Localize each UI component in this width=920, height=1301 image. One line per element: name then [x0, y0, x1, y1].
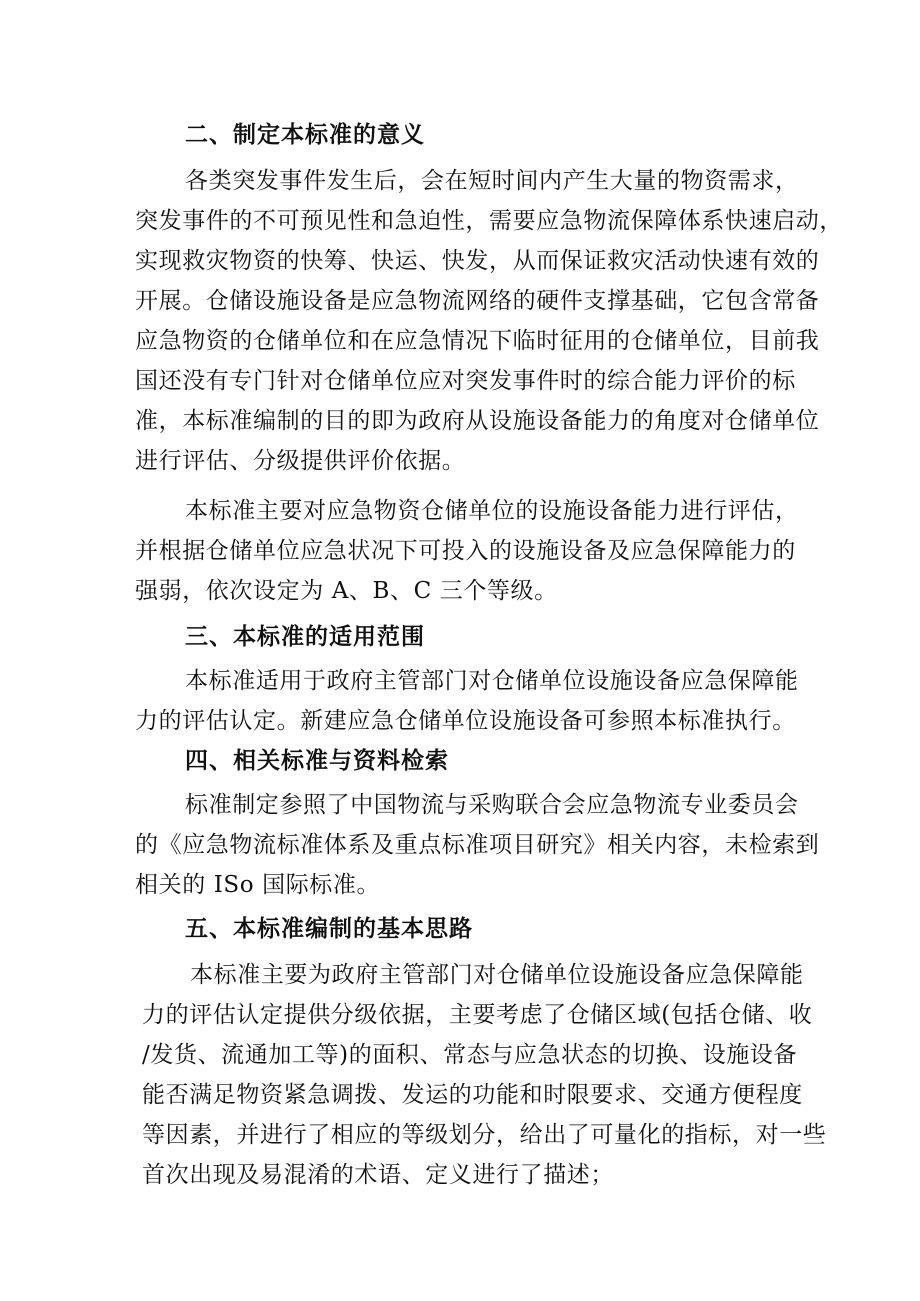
paragraph-line: /发货、流通加工等)的面积、常态与应急状态的切换、设施设备 [142, 1042, 798, 1068]
paragraph-line: 突发事件的不可预见性和急迫性，需要应急物流保障体系快速启动， [135, 208, 843, 234]
paragraph-line: 并根据仓储单位应急状况下可投入的设施设备及应急保障能力的 [135, 538, 796, 564]
paragraph-line: 力的评估认定提供分级依据，主要考虑了仓储区域(包括仓储、收 [142, 1002, 813, 1028]
paragraph-line: 准，本标准编制的目的即为政府从设施设备能力的角度对仓储单位 [135, 408, 820, 434]
paragraph-line: 强弱，依次设定为 A、B、C 三个等级。 [135, 578, 558, 604]
paragraph-line: 进行评估、分级提供评价依据。 [135, 448, 466, 474]
paragraph-line: 实现救灾物资的快筹、快运、快发，从而保证救灾活动快速有效的 [135, 248, 820, 274]
paragraph-line: 开展。仓储设施设备是应急物流网络的硬件支撑基础，它包含常备 [135, 288, 820, 314]
section-heading-references: 四、相关标准与资料检索 [185, 748, 449, 774]
paragraph-line: 能否满足物资紧急调拨、发运的功能和时限要求、交通方便程度 [142, 1082, 803, 1108]
paragraph-line: 本标准主要为政府主管部门对仓储单位设施设备应急保障能 [190, 962, 804, 988]
paragraph-line: 本标准适用于政府主管部门对仓储单位设施设备应急保障能 [185, 668, 799, 694]
paragraph-line: 相关的 ISo 国际标准。 [135, 872, 381, 898]
paragraph-line: 等因素，并进行了相应的等级划分，给出了可量化的指标，对一些 [142, 1122, 827, 1148]
paragraph-line: 应急物资的仓储单位和在应急情况下临时征用的仓储单位，目前我 [135, 328, 820, 354]
paragraph-line: 标准制定参照了中国物流与采购联合会应急物流专业委员会 [185, 792, 799, 818]
paragraph-line: 国还没有专门针对仓储单位应对突发事件时的综合能力评价的标 [135, 368, 796, 394]
paragraph-line: 的《应急物流标准体系及重点标准项目研究》相关内容，未检索到 [135, 832, 820, 858]
paragraph-line: 各类突发事件发生后，会在短时间内产生大量的物资需求， [185, 168, 799, 194]
paragraph-line: 力的评估认定。新建应急仓储单位设施设备可参照本标准执行。 [135, 708, 796, 734]
section-heading-approach: 五、本标准编制的基本思路 [185, 916, 473, 942]
section-heading-significance: 二、制定本标准的意义 [185, 122, 425, 148]
paragraph-line: 首次出现及易混淆的术语、定义进行了描述； [142, 1162, 614, 1188]
section-heading-scope: 三、本标准的适用范围 [185, 624, 425, 650]
paragraph-line: 本标准主要对应急物资仓储单位的设施设备能力进行评估， [185, 498, 799, 524]
